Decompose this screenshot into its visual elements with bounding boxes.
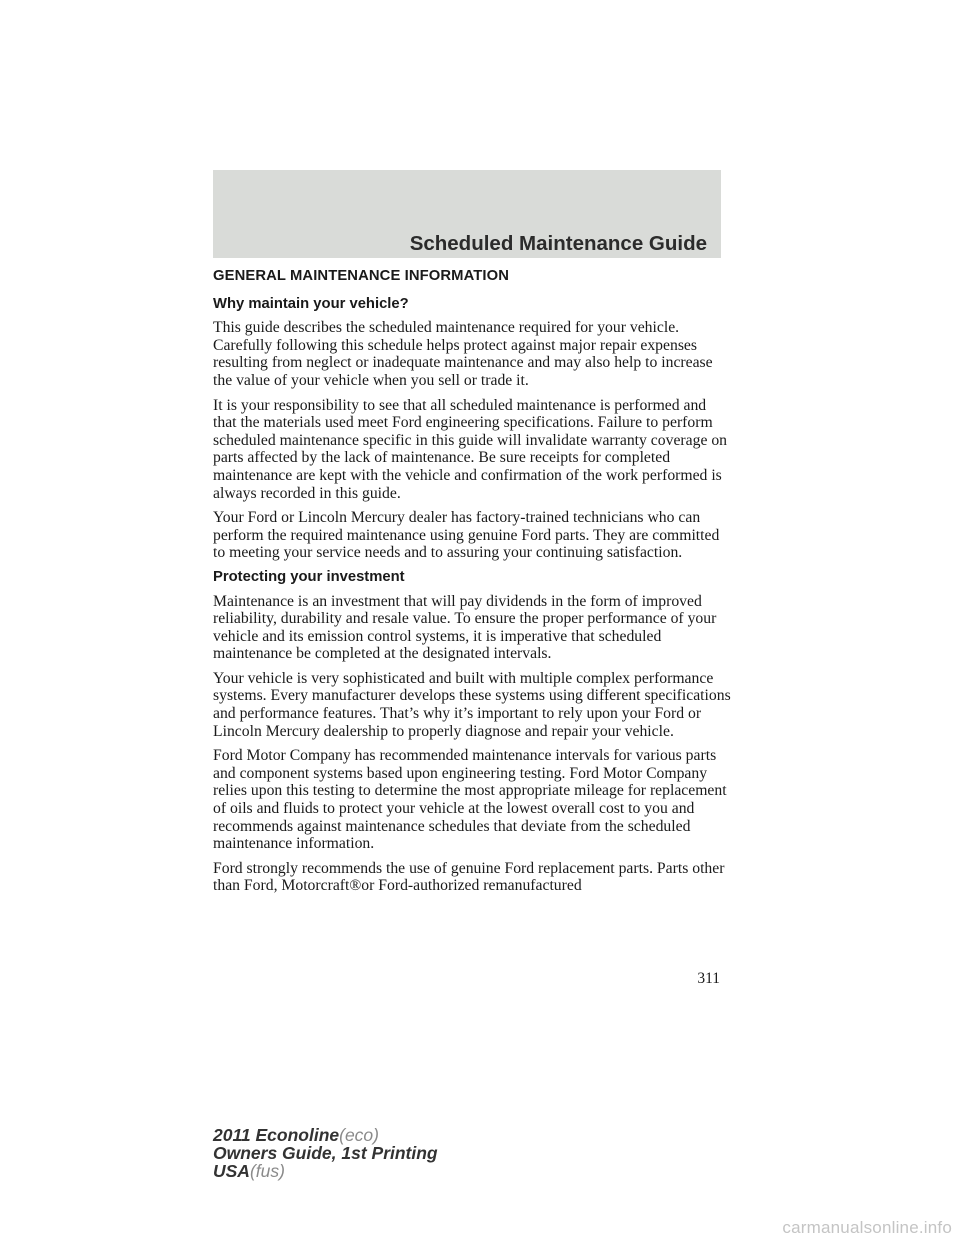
paragraph: Ford Motor Company has recommended maintenance intervals for various parts and component systems based upon engineering testing. Ford Motor Company relies upon this testing to determine the most appropriate mileage for replacement of oils and fluids to protect your vehicle at the lowest overall cost to you and recommends against maintenance schedules that deviate from the scheduled maintenance information. (213, 747, 727, 853)
footer-market: USA (213, 1161, 250, 1181)
page-number: 311 (697, 970, 720, 987)
paragraph: Your vehicle is very sophisticated and built with multiple complex performance systems. Every manufacturer develops these systems using different specifications and performance features. That’s why it’s important to rely upon your Ford or Lincoln Mercury dealership to properly diagnose and repair your vehicle. (213, 669, 731, 740)
footer-model-code: (eco) (339, 1125, 379, 1145)
subsection-heading-protecting-investment: Protecting your investment (213, 568, 405, 585)
paragraph: Your Ford or Lincoln Mercury dealer has factory-trained technicians who can perform the required maintenance using genuine Ford parts. They are committed to meeting your service needs and to assuring your continuing satisfaction. (213, 509, 720, 562)
page-content (213, 268, 731, 902)
footer-printing: Owners Guide, 1st Printing (213, 1143, 438, 1163)
paragraph: Maintenance is an investment that will pay dividends in the form of improved reliability, durability and resale value. To ensure the proper performance of your vehicle and its emission control systems, it is imperative that scheduled maintenance be completed at the designated intervals. (213, 592, 717, 663)
watermark-text: carmanualsonline.info (782, 1218, 952, 1237)
footer-line-printing (213, 1144, 438, 1162)
paragraph: Ford strongly recommends the use of genuine Ford replacement parts. Parts other than Ford, Motorcraft®or Ford-authorized remanufactured (213, 859, 725, 895)
section-title: GENERAL MAINTENANCE INFORMATION (213, 268, 510, 284)
footer-model-name: 2011 Econoline (213, 1125, 340, 1145)
footer-line-market (213, 1162, 438, 1180)
subsection-heading-why-maintain: Why maintain your vehicle? (213, 295, 409, 312)
footer-market-code: (fus) (249, 1161, 285, 1181)
page-header-title: Scheduled Maintenance Guide (409, 232, 707, 255)
document-footer (213, 1126, 438, 1180)
paragraph: It is your responsibility to see that all scheduled maintenance is performed and that the materials used meet Ford engineering specifications. Failure to perform scheduled maintenance specific in this guide will invalidate warranty coverage on parts affected by the lack of maintenance. Be sure receipts for completed maintenance are kept with the vehicle and confirmation of the work performed is always recorded in this guide. (213, 396, 728, 502)
paragraph: This guide describes the scheduled maintenance required for your vehicle. Carefully following this schedule helps protect against major repair expenses resulting from neglect or inadequate maintenance and may also help to increase the value of your vehicle when you sell or trade it. (213, 319, 713, 389)
header-band (213, 170, 721, 258)
footer-line-model (213, 1126, 438, 1144)
